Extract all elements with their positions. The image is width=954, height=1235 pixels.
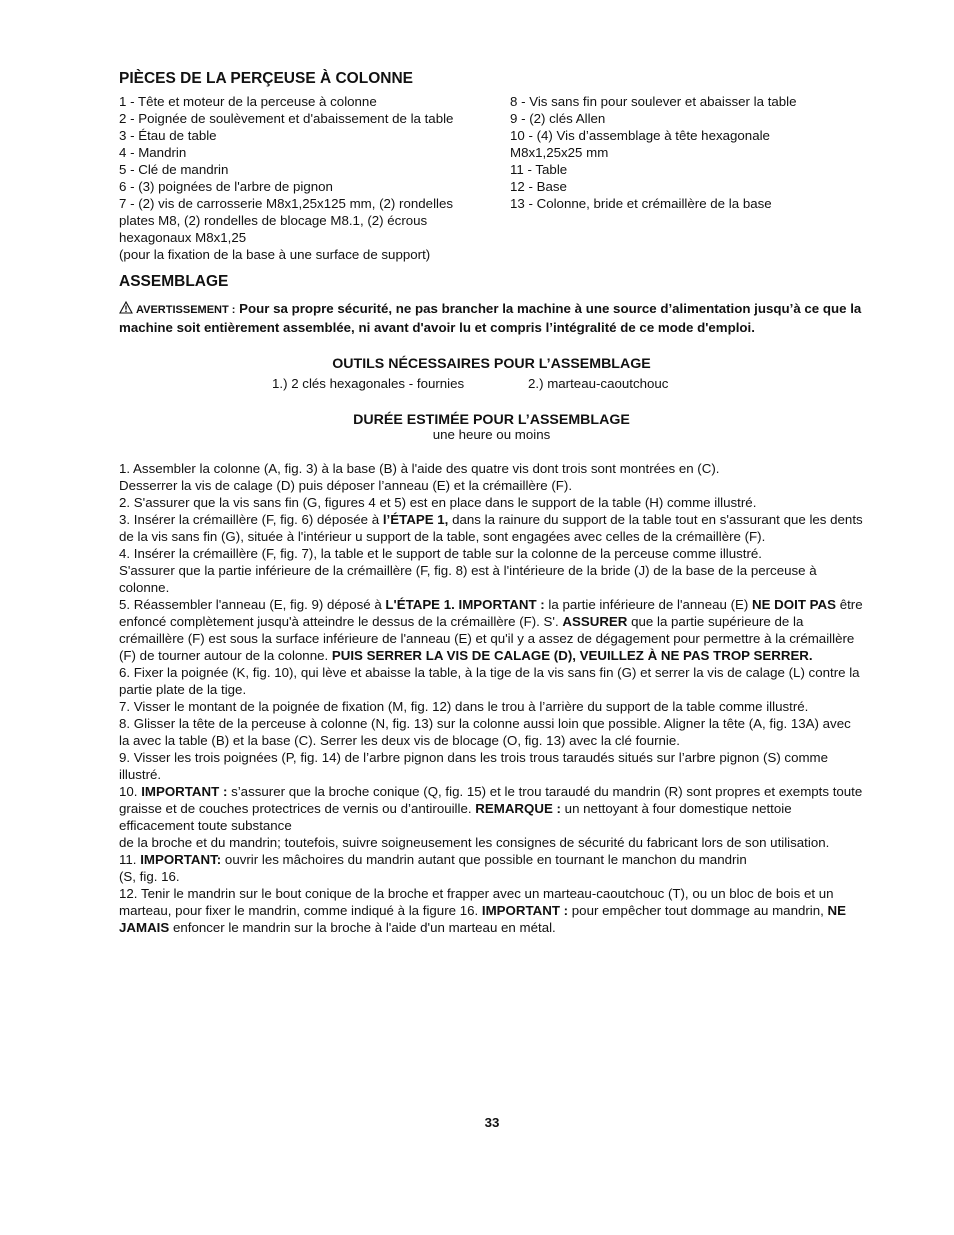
step-text: ouvrir les mâchoires du mandrin autant que possible en tournant le manchon du mandrin — [224, 852, 747, 867]
step-text: 3. Insérer la crémaillère (F, fig. 6) déposée à — [119, 512, 380, 527]
step-text: 4. Insérer la crémaillère (F, fig. 7), la table et le support de table sur la colonne de la perceuse comme illustré. — [119, 546, 762, 561]
list-item: 13 - Colonne, bride et crémaillère de la base — [510, 196, 772, 211]
list-item: 4 - Mandrin — [119, 145, 187, 160]
list-item: 2 - Poignée de soulèvement et d'abaissement de la table — [119, 111, 454, 126]
list-item: M8x1,25x25 mm — [510, 145, 609, 160]
step-text: (S, fig. 16. — [119, 869, 180, 884]
step-text: 12. Tenir le mandrin sur le bout conique de la broche et frapper avec un marteau-caoutchouc (T), ou un bloc de bois et un marteau, pour fixer le mandrin, comme indiqué à la figure 16. — [119, 886, 834, 918]
warning-text: Pour sa propre sécurité, ne pas brancher la machine à une source d’alimentation jusqu’à ce que la machine soit entièrement assemblée, ni avant d'avoir lu et compris l’intégralité de ce mode d'emploi. — [119, 301, 862, 335]
list-item: 11 - Table — [510, 162, 568, 177]
step-text: 5. Réassembler l'anneau (E, fig. 9) déposé à — [119, 597, 382, 612]
list-item: 10 - (4) Vis d’assemblage à tête hexagonale — [510, 128, 770, 143]
step-4 — [119, 545, 864, 596]
step-text: 11. — [119, 852, 137, 867]
step-emphasis: L'ÉTAPE 1. IMPORTANT : — [385, 597, 545, 612]
step-1 — [119, 460, 864, 494]
list-item: 3 - Étau de table — [119, 128, 217, 143]
step-text: la partie inférieure de l'anneau (E) — [548, 597, 749, 612]
list-item: 8 - Vis sans fin pour soulever et abaisser la table — [510, 94, 797, 109]
step-text: pour empêcher tout dommage au mandrin, — [571, 903, 824, 918]
step-emphasis: IMPORTANT : — [141, 784, 228, 799]
list-item: 6 - (3) poignées de l'arbre de pignon — [119, 179, 333, 194]
step-emphasis: PUIS SERRER LA VIS DE CALAGE (D), VEUILLEZ À NE PAS TROP SERRER. — [331, 648, 813, 663]
list-item: (pour la fixation de la base à une surface de support) — [119, 247, 431, 262]
list-item: 1 - Tête et moteur de la perceuse à colonne — [119, 94, 377, 109]
warning-paragraph — [119, 300, 864, 336]
time-value: une heure ou moins — [432, 427, 551, 442]
step-8: 8. Glisser la tête de la perceuse à colonne (N, fig. 13) sur la colonne aussi loin que possible. Aligner la tête (A, fig. 13A) avec la avec la table (B) et la base (C). Serrer les deux vis de blocage (O, fig. 13) avec la clé fournie. — [119, 716, 851, 748]
list-item: 9 - (2) clés Allen — [510, 111, 606, 126]
step-emphasis: NE JAMAIS — [119, 903, 847, 935]
step-text: que la partie supérieure de la crémaillère (F) est sous la surface inférieure de l'anneau (E) et qu'il y a assez de dégagement pour permettre à la crémaillère (F) de tourner autour de la colonne. — [119, 614, 855, 663]
parts-heading: PIÈCES DE LA PERÇEUSE À COLONNE — [119, 70, 413, 87]
step-emphasis: IMPORTANT: — [140, 852, 222, 867]
parts-list-right — [510, 93, 797, 212]
step-emphasis: REMARQUE : — [475, 801, 561, 816]
step-3 — [119, 511, 864, 545]
tool-item-2: 2.) marteau-caoutchouc — [528, 376, 669, 391]
step-text: enfoncer le mandrin sur la broche à l'aide d'un marteau en métal. — [172, 920, 556, 935]
list-item: 7 - (2) vis de carrosserie M8x1,25x125 mm, (2) rondelles — [119, 196, 454, 211]
step-12 — [119, 885, 864, 936]
list-item: 12 - Base — [510, 179, 567, 194]
time-heading: DURÉE ESTIMÉE POUR L’ASSEMBLAGE — [353, 412, 630, 428]
tool-item-1: 1.) 2 clés hexagonales - fournies — [272, 376, 465, 391]
step-9: 9. Visser les trois poignées (P, fig. 14) de l’arbre pignon dans les trois trous taraudés situés sur l’arbre pignon (S) comme illustré. — [119, 750, 829, 782]
warning-triangle-icon — [119, 301, 133, 314]
step-5 — [119, 596, 864, 664]
step-emphasis: l’ÉTAPE 1, — [382, 512, 449, 527]
step-text: S'assurer que la partie inférieure de la crémaillère (F, fig. 8) est à l'intérieure de la bride (J) de la base de la perceuse à colonne. — [119, 563, 817, 595]
step-2: 2. S'assurer que la vis sans fin (G, figures 4 et 5) est en place dans le support de la table (H) comme illustré. — [119, 495, 757, 510]
step-emphasis: IMPORTANT : — [481, 903, 569, 918]
page-number: 33 — [484, 1115, 500, 1130]
step-emphasis: ASSURER — [562, 614, 628, 629]
step-6: 6. Fixer la poignée (K, fig. 10), qui lève et abaisse la table, à la tige de la vis sans fin (G) et serrer la vis de calage (L) contre la partie plate de la tige. — [119, 665, 860, 697]
tools-heading: OUTILS NÉCESSAIRES POUR L’ASSEMBLAGE — [332, 356, 651, 372]
step-text: un nettoyant à four domestique nettoie efficacement toute substance — [119, 801, 792, 833]
step-text: 1. Assembler la colonne (A, fig. 3) à la base (B) à l'aide des quatre vis dont trois sont montrées en (C). — [119, 461, 720, 476]
step-7: 7. Visser le montant de la poignée de fixation (M, fig. 12) dans le trou à l’arrière du support de la table comme illustré. — [119, 699, 809, 714]
step-text: être enfoncé complètement jusqu'à atteindre le dessus de la crémaillère (F). S'. — [119, 597, 863, 629]
step-11 — [119, 851, 864, 885]
assembly-heading: ASSEMBLAGE — [119, 273, 229, 290]
step-text: Desserrer la vis de calage (D) puis déposer l’anneau (E) et la crémaillère (F). — [119, 478, 573, 493]
warning-label: AVERTISSEMENT : — [136, 304, 236, 316]
step-10 — [119, 783, 864, 851]
list-item: plates M8, (2) rondelles de blocage M8.1, (2) écrous — [119, 213, 428, 228]
parts-list-left — [119, 93, 453, 263]
step-text: de la broche et du mandrin; toutefois, suivre soigneusement les consignes de sécurité du fabricant lors de son utilisation. — [119, 835, 830, 850]
step-text: s’assurer que la broche conique (Q, fig. 15) et le trou taraudé du mandrin (R) sont propres et exempts toute graisse et de couches protectrices de vernis ou d’antirouille. — [119, 784, 863, 816]
assembly-steps — [119, 460, 864, 936]
step-text: 10. — [119, 784, 138, 799]
list-item: hexagonaux M8x1,25 — [119, 230, 247, 245]
step-text: dans la rainure du support de la table tout en s'assurant que les dents de la vis sans fin (G), située à l'intérieur u support de la table, sont engagées avec celles de la crémaillère (F). — [119, 512, 863, 544]
step-emphasis: NE DOIT PAS — [752, 597, 836, 612]
list-item: 5 - Clé de mandrin — [119, 162, 229, 177]
